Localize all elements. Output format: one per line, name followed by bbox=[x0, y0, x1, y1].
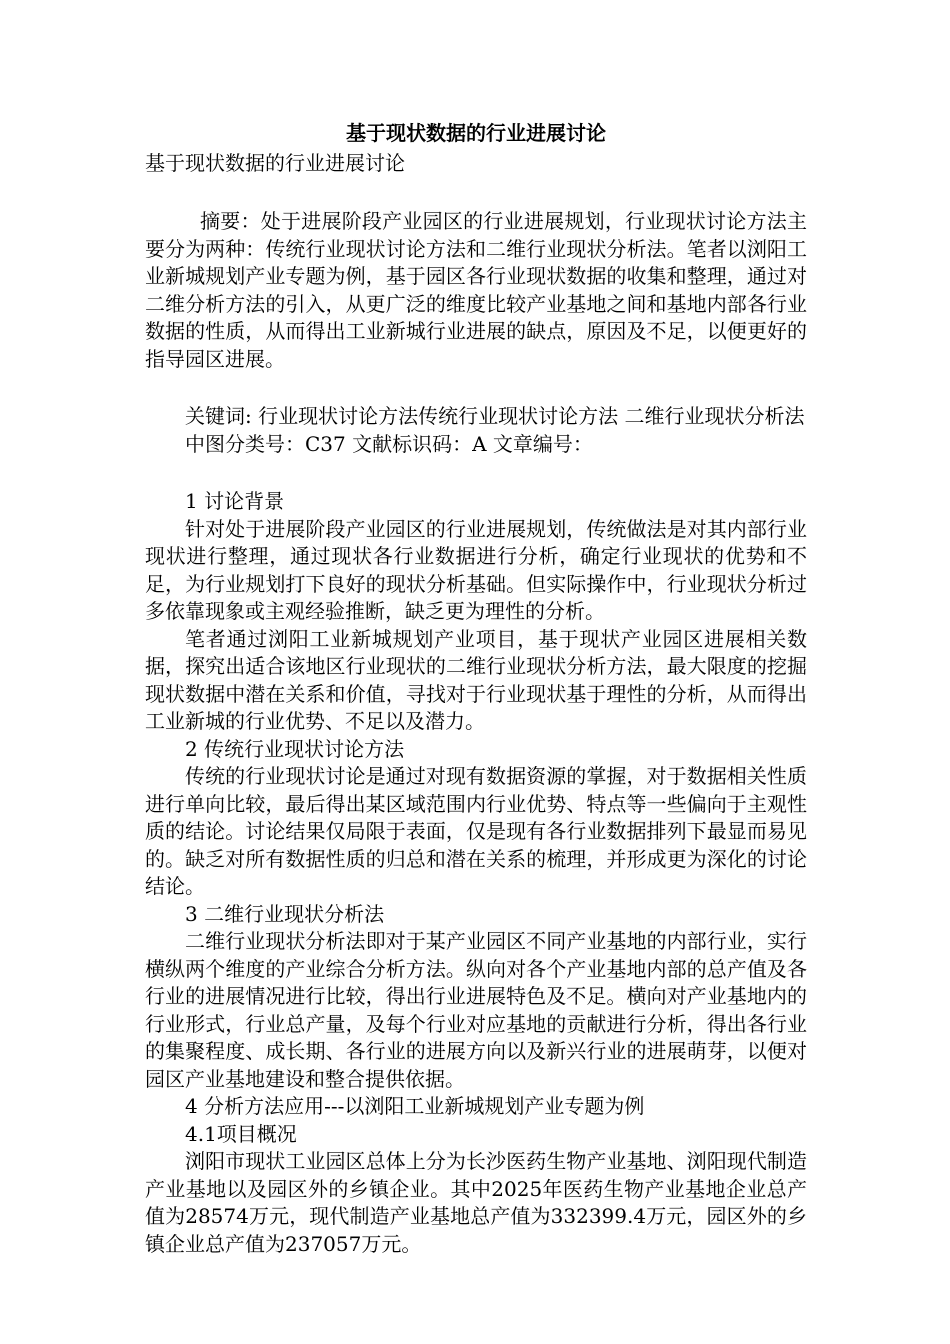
subsection-heading: 4.1项目概况 bbox=[185, 1121, 297, 1146]
section-heading: 2 传统行业现状讨论方法 bbox=[185, 736, 405, 761]
spacer bbox=[145, 458, 807, 488]
section-heading: 4 分析方法应用---以浏阳工业新城规划产业专题为例 bbox=[185, 1094, 645, 1118]
body-paragraph: 针对处于进展阶段产业园区的行业进展规划，传统做法是对其内部行业现状进行整理，通过现状各行业数据进行分析，确定行业现状的优势和不足，为行业规划打下良好的现状分析基础。但实际操作中，行业现状分析过多依靠现象或主观经验推断，缺乏更为理性的分析。 bbox=[145, 516, 807, 623]
document-page bbox=[145, 118, 807, 1258]
abstract-paragraph: 摘要：处于进展阶段产业园区的行业进展规划，行业现状讨论方法主要分为两种：传统行业现状讨论方法和二维行业现状分析法。笔者以浏阳工业新城规划产业专题为例，基于园区各行业现状数据的收集和整理，通过对二维分析方法的引入，从更广泛的维度比较产业基地之间和基地内部各行业数据的性质，从而得出工业新城行业进展的缺点，原因及不足，以便更好的指导园区进展。 bbox=[145, 209, 807, 371]
section-heading: 3 二维行业现状分析法 bbox=[185, 901, 385, 926]
body-paragraph: 笔者通过浏阳工业新城规划产业项目，基于现状产业园区进展相关数据，探究出适合该地区行业现状的二维行业现状分析方法，最大限度的挖掘现状数据中潜在关系和价值，寻找对于行业现状基于理性的分析，从而得出工业新城的行业优势、不足以及潜力。 bbox=[145, 626, 807, 733]
spacer bbox=[145, 178, 807, 208]
body-paragraph: 浏阳市现状工业园区总体上分为长沙医药生物产业基地、浏阳现代制造产业基地以及园区外的乡镇企业。其中2025年医药生物产业基地企业总产值为28574万元，现代制造产业基地总产值为332399.4万元，园区外的乡镇企业总产值为237057万元。 bbox=[145, 1149, 807, 1256]
body-paragraph: 二维行业现状分析法即对于某产业园区不同产业基地的内部行业，实行横纵两个维度的产业综合分析方法。纵向对各个产业基地内部的总产值及各行业的进展情况进行比较，得出行业进展特色及不足。横向对产业基地内的行业形式，行业总产量，及每个行业对应基地的贡献进行分析，得出各行业的集聚程度、成长期、各行业的进展方向以及新兴行业的进展萌芽，以便对园区产业基地建设和整合提供依据。 bbox=[145, 929, 807, 1091]
section-heading: 1 讨论背景 bbox=[185, 489, 285, 513]
document-subtitle: 基于现状数据的行业进展讨论 bbox=[145, 151, 405, 175]
classification-line: 中图分类号：C37 文献标识码：A 文章编号： bbox=[185, 431, 593, 456]
body-paragraph: 传统的行业现状讨论是通过对现有数据资源的掌握，对于数据相关性质进行单向比较，最后得出某区域范围内行业优势、特点等一些偏向于主观性质的结论。讨论结果仅局限于表面，仅是现有各行业数据排列下最显而易见的。缺乏对所有数据性质的归总和潜在关系的梳理，并形成更为深化的讨论结论。 bbox=[145, 764, 807, 898]
keywords-line: 关键词: 行业现状讨论方法传统行业现状讨论方法 二维行业现状分析法 bbox=[185, 404, 805, 428]
spacer bbox=[145, 373, 807, 403]
document-title: 基于现状数据的行业进展讨论 bbox=[346, 121, 606, 145]
